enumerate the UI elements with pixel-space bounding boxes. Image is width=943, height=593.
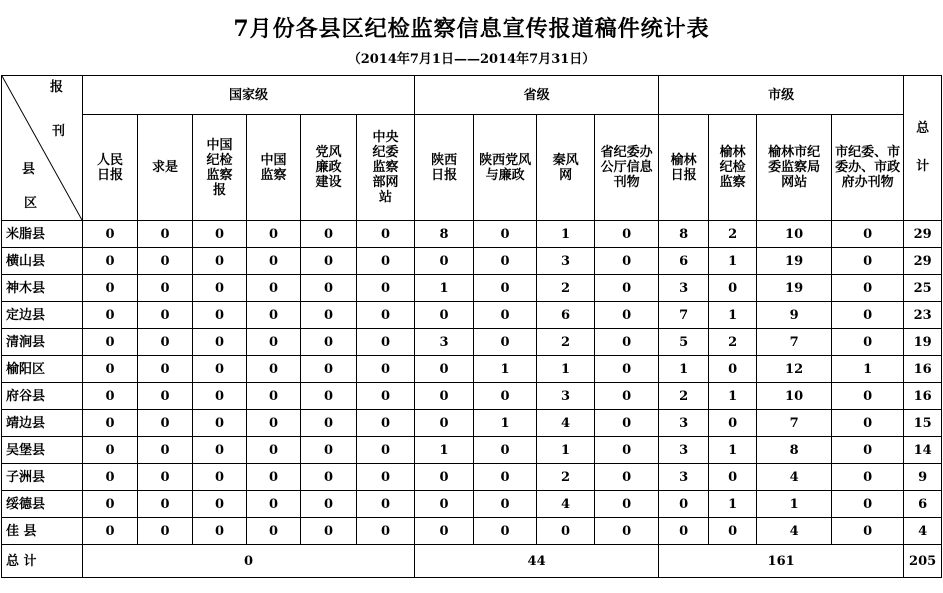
count-cell: 12 [757,356,832,383]
count-cell: 0 [247,248,301,275]
county-name: 榆阳区 [2,356,83,383]
total-row [2,545,942,578]
count-cell: 0 [83,464,138,491]
count-cell: 0 [193,410,247,437]
count-cell: 1 [537,437,595,464]
total-city: 161 [659,545,904,578]
count-cell: 0 [832,437,904,464]
count-cell: 6 [659,248,709,275]
county-name: 佳 县 [2,518,83,545]
count-cell: 0 [138,329,193,356]
count-cell: 0 [474,221,537,248]
table-row [2,410,942,437]
count-cell: 8 [757,437,832,464]
count-cell: 0 [83,329,138,356]
count-cell: 0 [357,437,415,464]
count-cell: 0 [138,302,193,329]
count-cell: 4 [537,491,595,518]
count-cell: 0 [832,248,904,275]
count-cell: 0 [138,437,193,464]
count-cell: 0 [301,302,357,329]
corner-label-bao: 报 [50,80,64,95]
count-cell: 2 [659,383,709,410]
count-cell: 0 [138,464,193,491]
count-cell: 0 [357,248,415,275]
count-cell: 8 [659,221,709,248]
count-cell: 1 [415,275,474,302]
table-row [2,329,942,356]
count-cell: 1 [757,491,832,518]
count-cell: 0 [247,329,301,356]
total-grand: 205 [904,545,942,578]
count-cell: 0 [138,491,193,518]
count-cell: 0 [247,221,301,248]
count-cell: 0 [474,302,537,329]
count-cell: 0 [138,518,193,545]
count-cell: 0 [83,302,138,329]
count-cell: 3 [659,275,709,302]
row-total: 16 [904,383,942,410]
count-cell: 4 [757,464,832,491]
group-city: 市级 [659,76,904,115]
count-cell: 0 [474,491,537,518]
count-cell: 0 [595,491,659,518]
count-cell: 0 [474,464,537,491]
table-row [2,356,942,383]
date-range: （2014年7月1日——2014年7月31日） [347,52,596,67]
county-name: 定边县 [2,302,83,329]
count-cell: 3 [415,329,474,356]
count-cell: 4 [757,518,832,545]
row-total: 15 [904,410,942,437]
table-row [2,248,942,275]
count-cell: 0 [247,464,301,491]
count-cell: 0 [595,437,659,464]
column-shaanxi-dangfeng-lianzheng: 陕西党风与廉政 [474,115,537,221]
count-cell: 0 [709,518,757,545]
count-cell: 0 [301,356,357,383]
count-cell: 1 [709,491,757,518]
count-cell: 0 [415,356,474,383]
count-cell: 0 [474,437,537,464]
count-cell: 7 [757,410,832,437]
count-cell: 6 [537,302,595,329]
column-yulin-jijian-jiancha: 榆林纪检监察 [709,115,757,221]
count-cell: 0 [595,410,659,437]
count-cell: 0 [832,383,904,410]
count-cell: 0 [301,383,357,410]
count-cell: 0 [83,248,138,275]
count-cell: 0 [247,275,301,302]
count-cell: 0 [474,248,537,275]
count-cell: 1 [709,248,757,275]
row-total: 14 [904,437,942,464]
count-cell: 0 [138,221,193,248]
column-zhongguo-jijian-jianchabao: 中国纪检监察报 [193,115,247,221]
column-total-label: 总计 [916,121,930,174]
table-row [2,518,942,545]
count-cell: 2 [709,329,757,356]
count-cell: 0 [709,356,757,383]
count-cell: 2 [709,221,757,248]
row-total: 29 [904,221,942,248]
count-cell: 7 [659,302,709,329]
count-cell: 0 [83,356,138,383]
count-cell: 9 [757,302,832,329]
count-cell: 0 [357,329,415,356]
count-cell: 0 [832,329,904,356]
county-name: 清涧县 [2,329,83,356]
count-cell: 0 [301,518,357,545]
count-cell: 2 [537,275,595,302]
count-cell: 5 [659,329,709,356]
count-cell: 0 [474,518,537,545]
count-cell: 0 [415,302,474,329]
count-cell: 0 [357,383,415,410]
count-cell: 1 [709,302,757,329]
row-total: 6 [904,491,942,518]
count-cell: 0 [357,464,415,491]
count-cell: 0 [83,518,138,545]
count-cell: 3 [537,248,595,275]
table-row [2,437,942,464]
count-cell: 0 [415,410,474,437]
column-renmin-ribao: 人民日报 [83,115,138,221]
count-cell: 1 [832,356,904,383]
count-cell: 1 [709,437,757,464]
count-cell: 10 [757,221,832,248]
count-cell: 0 [247,302,301,329]
count-cell: 2 [537,464,595,491]
statistics-table [1,75,942,578]
count-cell: 0 [415,248,474,275]
count-cell: 1 [537,356,595,383]
row-total: 4 [904,518,942,545]
count-cell: 0 [595,518,659,545]
count-cell: 0 [595,221,659,248]
count-cell: 0 [301,329,357,356]
column-qinfeng-wang: 秦风网 [537,115,595,221]
count-cell: 0 [832,302,904,329]
column-shaanxi-ribao: 陕西日报 [415,115,474,221]
count-cell: 0 [357,518,415,545]
count-cell: 0 [247,356,301,383]
count-cell: 0 [193,383,247,410]
county-name: 横山县 [2,248,83,275]
count-cell: 0 [415,464,474,491]
count-cell: 0 [193,491,247,518]
count-cell: 10 [757,383,832,410]
corner-label-xian: 县 [22,162,36,177]
total-provincial: 44 [415,545,659,578]
count-cell: 0 [595,383,659,410]
county-name: 吴堡县 [2,437,83,464]
count-cell: 0 [595,329,659,356]
count-cell: 0 [138,275,193,302]
count-cell: 1 [659,356,709,383]
count-cell: 1 [537,221,595,248]
count-cell: 0 [193,518,247,545]
count-cell: 0 [301,221,357,248]
count-cell: 2 [537,329,595,356]
count-cell: 4 [537,410,595,437]
count-cell: 0 [415,491,474,518]
count-cell: 0 [595,464,659,491]
count-cell: 0 [247,383,301,410]
column-dangfeng-lianzheng-jianshe: 党风廉政建设 [301,115,357,221]
column-shengjiwei-xinxi-kanwu: 省纪委办公厅信息刊物 [595,115,659,221]
table-row [2,302,942,329]
count-cell: 3 [537,383,595,410]
count-cell: 0 [301,491,357,518]
count-cell: 0 [247,518,301,545]
count-cell: 0 [595,275,659,302]
count-cell: 0 [193,275,247,302]
county-name: 神木县 [2,275,83,302]
table-row [2,275,942,302]
count-cell: 0 [193,329,247,356]
count-cell: 0 [537,518,595,545]
count-cell: 0 [415,383,474,410]
count-cell: 0 [357,491,415,518]
count-cell: 0 [659,491,709,518]
table-row [2,383,942,410]
count-cell: 19 [757,275,832,302]
county-name: 府谷县 [2,383,83,410]
count-cell: 0 [832,410,904,437]
count-cell: 0 [659,518,709,545]
count-cell: 0 [474,275,537,302]
row-total: 23 [904,302,942,329]
count-cell: 0 [83,221,138,248]
count-cell: 0 [357,410,415,437]
county-name: 米脂县 [2,221,83,248]
count-cell: 1 [709,383,757,410]
count-cell: 1 [415,437,474,464]
row-total: 29 [904,248,942,275]
count-cell: 0 [474,329,537,356]
count-cell: 0 [193,302,247,329]
count-cell: 0 [138,356,193,383]
county-name: 绥德县 [2,491,83,518]
count-cell: 0 [83,410,138,437]
count-cell: 0 [83,491,138,518]
row-total: 25 [904,275,942,302]
count-cell: 0 [357,275,415,302]
column-yulin-ribao: 榆林日报 [659,115,709,221]
column-zhongguo-jiancha: 中国监察 [247,115,301,221]
count-cell: 0 [357,302,415,329]
count-cell: 0 [301,464,357,491]
total-label: 总 计 [2,545,83,578]
count-cell: 0 [138,248,193,275]
count-cell: 7 [757,329,832,356]
total-national: 0 [83,545,415,578]
row-total: 19 [904,329,942,356]
row-total: 9 [904,464,942,491]
count-cell: 0 [193,356,247,383]
count-cell: 0 [474,383,537,410]
count-cell: 0 [709,410,757,437]
table-row [2,464,942,491]
group-national: 国家级 [83,76,415,115]
county-name: 子洲县 [2,464,83,491]
count-cell: 0 [138,383,193,410]
count-cell: 0 [301,248,357,275]
count-cell: 0 [83,437,138,464]
count-cell: 0 [193,248,247,275]
count-cell: 0 [595,302,659,329]
count-cell: 0 [832,491,904,518]
header-group-row [2,76,942,115]
count-cell: 1 [474,410,537,437]
column-yulin-jiwei-website: 榆林市纪委监察局网站 [757,115,832,221]
column-zhongyang-jiwei-website: 中央纪委监察部网站 [357,115,415,221]
column-qiushi: 求是 [138,115,193,221]
page-title: 7月份各县区纪检监察信息宣传报道稿件统计表 [233,16,710,42]
count-cell: 19 [757,248,832,275]
corner-label-kan: 刊 [52,124,66,139]
count-cell: 0 [301,437,357,464]
count-cell: 0 [832,518,904,545]
header-column-row [2,115,942,221]
count-cell: 3 [659,437,709,464]
table-row [2,221,942,248]
count-cell: 0 [83,383,138,410]
count-cell: 0 [193,464,247,491]
column-shi-jiwei-kanwu: 市纪委、市委办、市政府办刊物 [832,115,904,221]
count-cell: 0 [301,410,357,437]
count-cell: 0 [193,221,247,248]
count-cell: 0 [247,491,301,518]
count-cell: 0 [709,275,757,302]
count-cell: 0 [832,464,904,491]
corner-diagonal-line [2,76,82,220]
row-total: 16 [904,356,942,383]
count-cell: 3 [659,464,709,491]
group-provincial: 省级 [415,76,659,115]
count-cell: 0 [138,410,193,437]
count-cell: 8 [415,221,474,248]
count-cell: 0 [247,437,301,464]
count-cell: 0 [83,275,138,302]
county-name: 靖边县 [2,410,83,437]
count-cell: 0 [832,275,904,302]
count-cell: 0 [247,410,301,437]
count-cell: 0 [357,356,415,383]
count-cell: 0 [301,275,357,302]
count-cell: 0 [709,464,757,491]
count-cell: 1 [474,356,537,383]
count-cell: 0 [357,221,415,248]
count-cell: 0 [415,518,474,545]
count-cell: 0 [193,437,247,464]
count-cell: 3 [659,410,709,437]
column-total [904,76,942,221]
count-cell: 0 [595,248,659,275]
count-cell: 0 [595,356,659,383]
corner-label-qu: 区 [24,196,38,211]
table-row [2,491,942,518]
table-body [2,221,942,545]
header-corner [2,76,83,221]
count-cell: 0 [832,221,904,248]
